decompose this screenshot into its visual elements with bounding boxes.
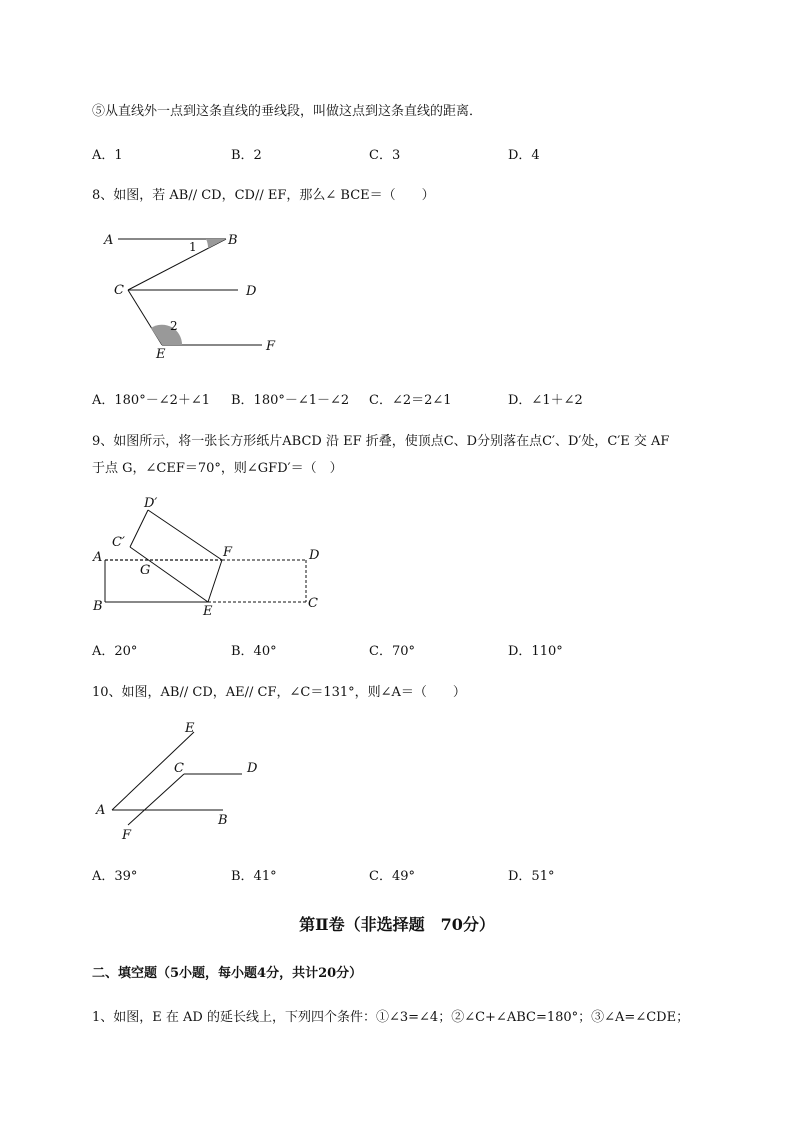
label-angle-2: 2 xyxy=(170,319,178,333)
label-c-prime: C′ xyxy=(112,535,125,550)
q7-option-b[interactable]: B．2 xyxy=(231,148,262,163)
label-c: C xyxy=(114,283,124,298)
label-b: B xyxy=(228,233,238,248)
label-f: F xyxy=(122,828,132,843)
q8-figure xyxy=(90,222,300,362)
label-e: E xyxy=(185,721,195,736)
q9-stem-line1: 9、如图所示，将一张长方形纸片ABCD 沿 EF 折叠，使顶点C、D分别落在点C′、D′处，C′E 交 AF xyxy=(92,434,670,449)
edge-c1d1 xyxy=(130,510,148,547)
label-d-prime: D′ xyxy=(144,496,158,511)
label-a: A xyxy=(93,550,103,565)
label-f: F xyxy=(223,545,233,560)
label-a: A xyxy=(96,803,106,818)
q9-stem-line2: 于点 G，∠CEF＝70°，则∠GFD′＝（ ） xyxy=(92,461,343,476)
label-f: F xyxy=(266,339,276,354)
q9-option-b[interactable]: B．40° xyxy=(231,644,277,659)
label-c: C xyxy=(174,761,184,776)
q9-option-a[interactable]: A．20° xyxy=(92,644,138,659)
q9-figure xyxy=(88,490,338,620)
q7-option-d[interactable]: D．4 xyxy=(508,148,540,163)
q9-option-c[interactable]: C．70° xyxy=(369,644,415,659)
q8-stem: 8、如图，若 AB// CD，CD// EF，那么∠ BCE＝（ ） xyxy=(92,188,435,203)
q8-option-c[interactable]: C．∠2＝2∠1 xyxy=(369,393,452,408)
q7-option-a[interactable]: A．1 xyxy=(92,148,123,163)
label-angle-1: 1 xyxy=(189,240,197,254)
q7-option-c[interactable]: C．3 xyxy=(369,148,401,163)
label-a: A xyxy=(104,233,114,248)
part2-title: 第Ⅱ卷（非选择题 70分） xyxy=(299,915,495,934)
label-b: B xyxy=(218,813,228,828)
label-d: D xyxy=(246,284,257,299)
edge-d1f xyxy=(148,510,222,560)
label-b: B xyxy=(93,599,103,614)
q8-option-a[interactable]: A．180°－∠2＋∠1 xyxy=(92,393,211,408)
q8-option-d[interactable]: D．∠1＋∠2 xyxy=(508,393,583,408)
q10-option-a[interactable]: A．39° xyxy=(92,869,138,884)
label-e: E xyxy=(203,604,213,619)
fill-q1-stem: 1、如图，E 在 AD 的延长线上，下列四个条件：①∠3=∠4；②∠C+∠ABC=180°；③∠A=∠CDE； xyxy=(92,1010,690,1025)
statement-5: ⑤从直线外一点到这条直线的垂线段，叫做这点到这条直线的距离． xyxy=(92,104,483,119)
q10-option-c[interactable]: C．49° xyxy=(369,869,415,884)
q8-option-b[interactable]: B．180°－∠1－∠2 xyxy=(231,393,350,408)
angle-1-mark xyxy=(206,239,226,248)
label-c: C xyxy=(308,596,318,611)
label-d: D xyxy=(247,761,258,776)
q10-figure xyxy=(92,718,262,843)
label-e: E xyxy=(156,347,166,362)
label-d: D xyxy=(309,548,320,563)
fold-ef xyxy=(208,560,222,602)
line-cf xyxy=(128,774,184,825)
q10-stem: 10、如图，AB// CD，AE// CF，∠C＝131°，则∠A＝（ ） xyxy=(92,685,466,700)
label-g: G xyxy=(140,563,151,578)
q9-option-d[interactable]: D．110° xyxy=(508,644,563,659)
q10-option-d[interactable]: D．51° xyxy=(508,869,555,884)
q10-option-b[interactable]: B．41° xyxy=(231,869,277,884)
part2-subtitle: 二、填空题（5小题，每小题4分，共计20分） xyxy=(92,966,363,981)
